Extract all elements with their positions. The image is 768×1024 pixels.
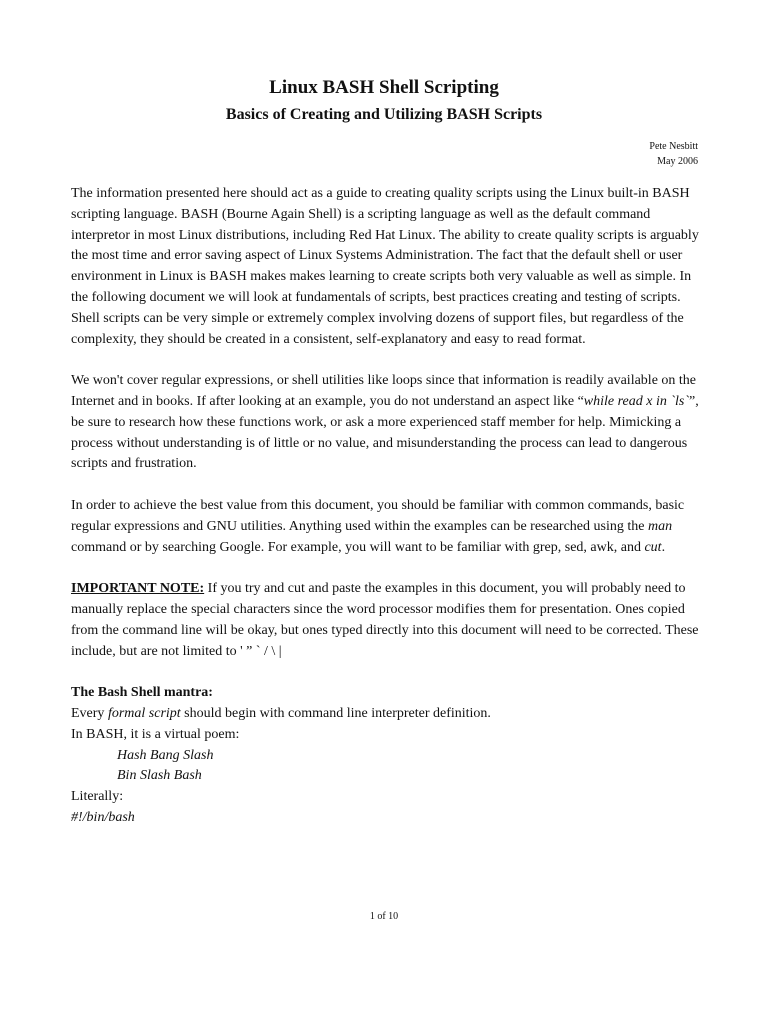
author-block	[649, 139, 698, 169]
document-title: Linux BASH Shell Scripting	[269, 77, 499, 98]
scope-text-end: ”, be sure to research how these functions work, or ask a more experienced staff member for help. Mimicking a process without understanding is of little or no value, and misunderstanding the process can lead to dangerous scripts and frustration.	[71, 393, 699, 472]
author-name: Pete Nesbitt	[649, 141, 698, 152]
formal-script-term: formal script	[107, 705, 181, 721]
mantra-line-1	[71, 704, 711, 725]
publication-date: May 2006	[657, 156, 698, 167]
document-subtitle: Basics of Creating and Utilizing BASH Scripts	[225, 106, 543, 123]
mantra-line-1-start: Every	[71, 705, 108, 721]
literally-label: Literally:	[71, 789, 124, 805]
prerequisites-paragraph	[71, 496, 711, 558]
scope-text-start: We won't cover regular expressions, or shell utilities like loops since that information is readily available on the Internet and in books. If after looking at an example, you do not understand an aspect like “	[71, 373, 697, 409]
page-number: 1 of 10	[369, 911, 399, 922]
prereq-man-command: man	[647, 518, 673, 534]
scope-code-example: while read x in `ls`	[583, 393, 690, 409]
shebang-line	[71, 808, 711, 829]
poem-line-2: Bin Slash Bash	[117, 768, 202, 784]
mantra-line-2: In BASH, it is a virtual poem:	[71, 726, 240, 742]
body-text	[71, 184, 711, 829]
mantra-line-1-end: should begin with command line interpreter definition.	[180, 705, 491, 721]
prereq-text-3: .	[661, 539, 666, 555]
mantra-heading: The Bash Shell mantra:	[71, 685, 213, 701]
important-note-text: If you try and cut and paste the examples in this document, you will probably need to manually replace the special characters since the word processor modifies them for presentation. Ones copied from the command line will be okay, but ones typed directly into this document will need to be corrected. These include, but are not limited to ' ” ` / \ |	[71, 581, 699, 659]
important-note-label: IMPORTANT NOTE:	[71, 581, 205, 597]
prereq-cut-command: cut	[644, 539, 662, 555]
prereq-text-1: In order to achieve the best value from this document, you should be familiar with common commands, basic regular expressions and GNU utilities. Anything used within the examples can be researched using the	[71, 497, 685, 534]
important-note-paragraph	[71, 579, 711, 662]
scope-paragraph	[71, 371, 711, 475]
prereq-text-2: command or by searching Google. For example, you will want to be familiar with grep, sed, awk, and	[71, 539, 645, 555]
intro-paragraph: The information presented here should act as a guide to creating quality scripts using the Linux built-in BASH scripting language. BASH (Bourne Again Shell) is a scripting language as well as the default command interpretor in most Linux distributions, including Red Hat Linux. The ability to create quality scripts is arguably the most time and error saving aspect of Linux Systems Administration. The fact that the default shell or user environment in Linux is BASH makes makes learning to create scripts both very valuable as well as simple. In the following document we will look at fundamentals of scripts, best practices creating and testing of scripts. Shell scripts can be very simple or extremely complex involving dozens of support files, but regardless of the complexity, they should be created in a consistent, self-explanatory and easy to read format.	[71, 186, 699, 347]
shebang-code: #!/bin/bash	[71, 809, 135, 825]
poem-line-1: Hash Bang Slash	[117, 747, 214, 763]
